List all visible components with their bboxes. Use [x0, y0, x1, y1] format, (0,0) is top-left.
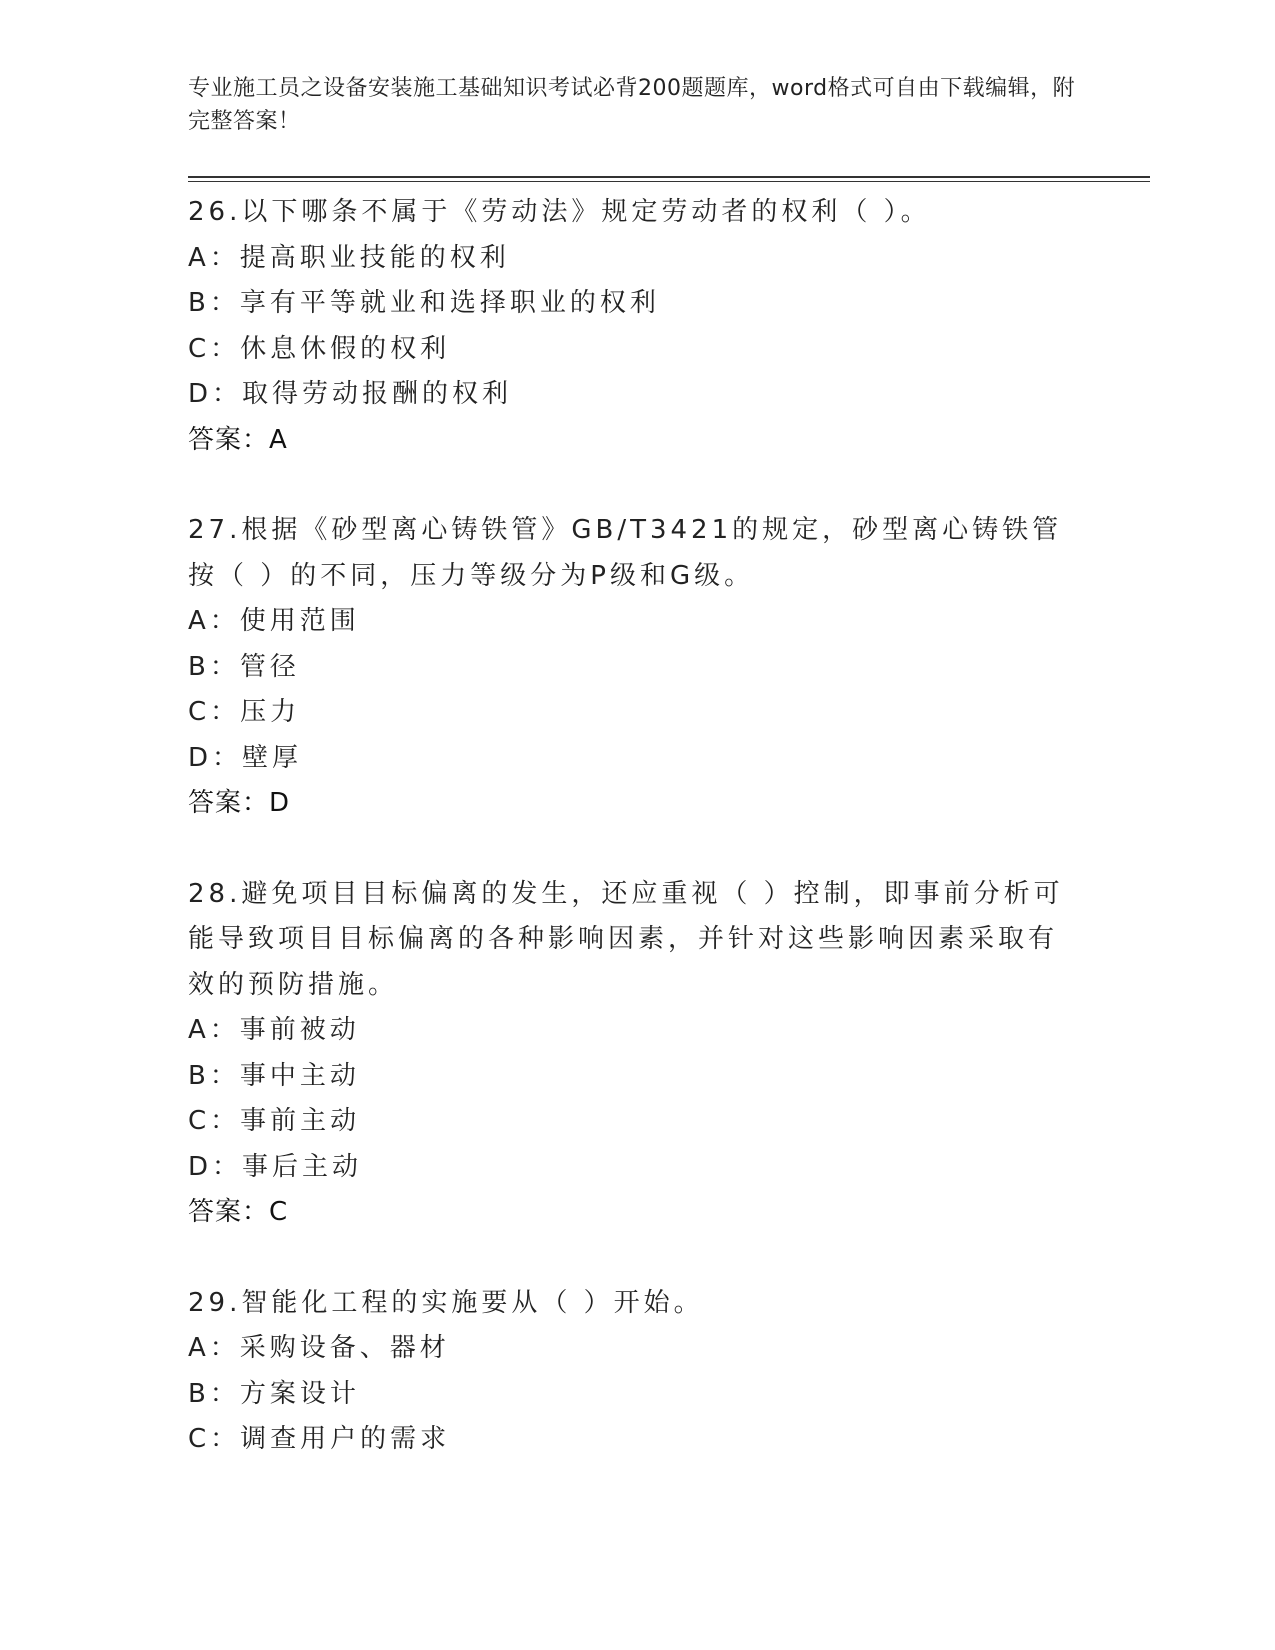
option-c: C：调查用户的需求: [188, 1424, 451, 1454]
option-b: B：事中主动: [188, 1060, 360, 1091]
option-c: C：休息休假的权利: [188, 333, 451, 364]
question-stem: 29.智能化工程的实施要从（ ）开始。: [188, 1287, 704, 1318]
option-c: C：事前主动: [188, 1106, 361, 1136]
option-a: A：事前被动: [188, 1015, 360, 1045]
question-27: [188, 508, 1068, 827]
option-b: B：享有平等就业和选择职业的权利: [188, 288, 660, 318]
question-26: [188, 190, 1068, 463]
question-stem: 26.以下哪条不属于《劳动法》规定劳动者的权利（ ）。: [188, 197, 931, 227]
question-stem: 27.根据《砂型离心铸铁管》GB/T3421的规定，砂型离心铸铁管按（ ）的不同，压力等级分为P级和G级。: [188, 515, 1063, 591]
option-d: D：事后主动: [188, 1151, 363, 1182]
question-29: [188, 1281, 1068, 1463]
option-c: C：压力: [188, 697, 301, 727]
header-rule-thin: [188, 181, 1150, 182]
option-a: A：使用范围: [188, 606, 360, 636]
option-a: A：提高职业技能的权利: [188, 242, 510, 273]
answer-line: 答案：C: [188, 1197, 289, 1227]
option-d: D：取得劳动报酬的权利: [188, 379, 513, 409]
header-rule-thick: [188, 176, 1150, 178]
option-a: A：采购设备、器材: [188, 1333, 450, 1363]
option-b: B：方案设计: [188, 1378, 360, 1409]
answer-line: 答案：A: [188, 424, 288, 455]
option-b: B：管径: [188, 651, 300, 682]
option-d: D：壁厚: [188, 742, 303, 773]
document-header: 专业施工员之设备安装施工基础知识考试必背200题题库，word格式可自由下载编辑，附完整答案！: [188, 76, 1076, 134]
question-stem: 28.避免项目目标偏离的发生，还应重视（ ）控制，即事前分析可能导致项目目标偏离的各种影响因素，并针对这些影响因素采取有效的预防措施。: [188, 878, 1064, 1000]
question-list: [188, 190, 1068, 1508]
question-28: [188, 872, 1068, 1236]
answer-line: 答案：D: [188, 788, 291, 818]
